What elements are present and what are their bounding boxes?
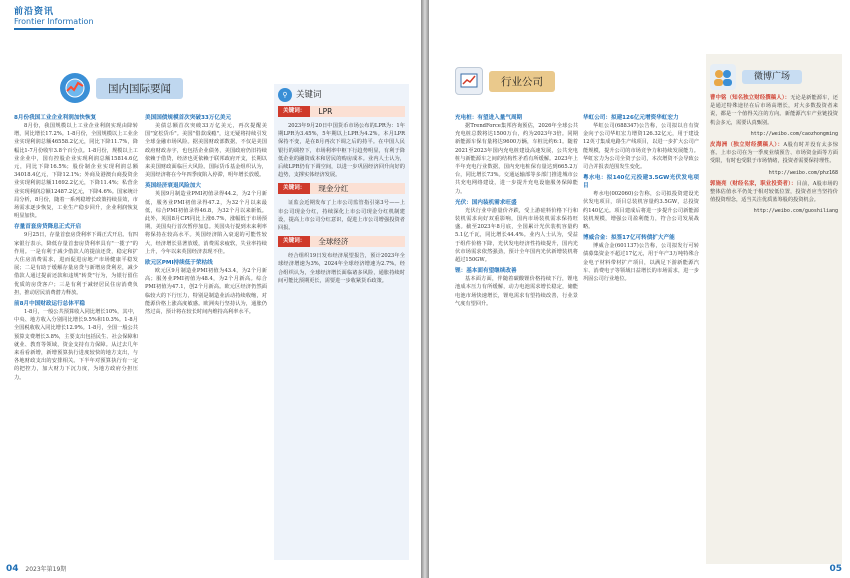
keyword-block-1	[278, 106, 405, 179]
section-banner-industry	[455, 70, 555, 92]
article-12	[583, 234, 699, 283]
issue-label: 2023年第19期	[25, 566, 67, 573]
weibo-link[interactable]: http://weibo.com/phz168	[768, 169, 838, 176]
left-col-keywords	[274, 84, 409, 560]
article-heading: 美国国债规模首次突破33万亿美元	[145, 115, 232, 121]
article-heading: 英国经济衰退风险加大	[145, 183, 201, 190]
left-col-2	[145, 112, 267, 560]
weibo-body: 目前，A股市场的整体估值水平仍处于相对较低位置，投资者应当坚持价值投资理念，适当关注优质蓝筹股的投资机会。	[710, 180, 838, 204]
chart-globe-icon	[60, 73, 90, 103]
right-col-1	[455, 112, 578, 560]
article-body: 粤水电(002060)公告称，公司拟投资建设光伏发电项目，项目总装机容量约3.5GW，总投资约140亿元。项目建成后将进一步提升公司新能源装机规模，增强公司盈利能力，符合公司发展战略。	[583, 191, 699, 231]
right-col-weibo	[706, 54, 842, 564]
line-chart-icon	[455, 67, 483, 95]
left-col-1	[14, 112, 138, 560]
weibo-author: 皮海洲（独立财经撰稿人）：	[710, 142, 784, 149]
section-title-news: 国内国际要闻	[96, 78, 183, 99]
keyword-section-title: 关键词	[296, 89, 322, 100]
keyword-section-banner	[278, 88, 405, 102]
weibo-link[interactable]: http://weibo.com/guoshiliang	[753, 208, 838, 215]
keyword-block-3	[278, 236, 405, 285]
article-heading: 锂：基本面有望继续改善	[455, 268, 517, 275]
article-9	[455, 267, 578, 308]
article-heading: 存量首套房贷降息正式开启	[14, 224, 82, 231]
section-title-industry: 行业公司	[489, 71, 555, 92]
article-body: 基本面方面，伴随着碳酸锂价格持续下行，锂电池成本压力有所缓解，动力电池需求增长稳定，储能电池市场快速增长，锂电需求有望持续改善，行业景气度有望回升。	[455, 276, 578, 307]
right-col-2	[583, 112, 699, 560]
article-body: 据TrendForce集邦咨询预估，2026年全球公共充电桩总数将达1500万台，约为2023年3倍。同期新能源车保有量将达9600万辆，车桩比约6:1。随着2021至2023年国内充电桩建设高速发展，公共充电桩与新能源车之间的结构性矛盾有所缓解。2023年上半年充电行业数据，国内充电桩保有量达到665.2万台，同比增长73%。交通运输部等多部门推进城市公共充电网络建设，进一步提升充电设施服务保障能力。	[455, 123, 578, 195]
left-page	[0, 0, 421, 578]
article-11	[583, 174, 699, 231]
article-heading: 前8月中国财政运行总体平稳	[14, 301, 86, 308]
page-number: 04	[6, 564, 19, 574]
keyword-block-2	[278, 183, 405, 232]
keyword-body: 证监会近期发布了上市公司监管指引第3号——上市公司现金分红，持续深化上市公司现金分红机制建设，提高上市公司分红意识，促进上市公司增强投资者回报。	[278, 200, 405, 232]
page-header	[14, 4, 94, 26]
article-1	[14, 114, 138, 220]
page-gutter	[421, 0, 429, 578]
keyword-value: 现金分红	[310, 183, 405, 194]
weibo-post-3	[710, 180, 838, 216]
header-cn: 前沿资讯	[14, 7, 55, 17]
article-6	[145, 259, 267, 316]
keyword-value: LPR	[310, 106, 405, 117]
keyword-label: 关键词：	[278, 106, 310, 117]
article-body: 9月25日，存量首套房贷利率下调正式开启。有四家银行表示，降低存量首套房贷利率具有"一揽子"的作用。一是有利于减少借款人的提前还贷，稳定和扩大住房消费需求，进而促进房地产市场健康平稳发展；二是有助于缓解存量房贷与新增房贷利差，减少借款人通过提前还款和违规"转贷"行为，为银行留住优质的房贷客户；三是有利于减轻居民住房消费负担，推动居民消费潜力释放。	[14, 232, 138, 296]
article-body: 1-8月，一般公共预算收入同比增长10%，其中，中央、地方收入分别同比增长9.5%和10.3%。1-8月全国税收收入同比增长12.9%。1-8月，全国一般公共预算支费增长3.8%，主要支出包括民生、社会保障和就业、教育等领域，资金支持有力保障。从过去几年来看看新增，新增预算执行进度较快的地方支出，与各地财政支出的安排相关。下半年对预算执行有一定的把控力，加大财力下沉力度，为地方政府分担压力。	[14, 309, 138, 381]
article-heading: 华虹公司：拟建126亿元增资华虹宏力	[583, 115, 679, 121]
article-2	[14, 223, 138, 297]
weibo-author: 郭施亮（财经名家，职业投资者）：	[710, 180, 797, 187]
people-icon	[710, 64, 736, 90]
article-body: 光伏行业中游量价齐跌，受上游硅料价格下行和装机需求向好双重影响，国内市场装机需求保持旺盛。截至2023年8月底，全国累计光伏装机容量约5.1亿千瓦，同比增长44.4%。业内人士认为，受益于组件价格下降，光伏发电经济性持续提升，国内光伏市场需求依然强劲，预计全年国内光伏新增装机将超过150GW。	[455, 207, 578, 264]
keyword-bar	[278, 183, 405, 194]
weibo-body: 无论是新能源车，还是通过特殊途径在后市场高增长，对大多数投资者来说，都是一个值得关注的方向。新能源汽车产业链投资机会多元，需要认真甄别。	[710, 95, 838, 126]
keyword-label: 关键词：	[278, 236, 310, 247]
article-heading: 博威合金：拟签17亿可转债扩大产能	[583, 235, 675, 242]
article-4	[145, 114, 267, 179]
weibo-author: 曹中铭（知名独立财经撰稿人）：	[710, 95, 791, 101]
article-body: 华虹公司(688347)公告称，公司拟以自有资金向子公司华虹宏力增资126.32亿元，用于建设12英寸集成电路生产线项目，以进一步扩大公司产能规模，提升公司的市场竞争力和持续发展能力。华虹宏力为公司全资子公司，本次增资不会导致公司合并报表范围发生变化。	[583, 123, 699, 171]
article-body: 欧元区9月制造业PMI初值为43.4，为2个月新高；服务业PMI初值为48.4，为2个月新高。综合PMI初值为47.1，创2个月新高。欧元区经济仍然面临较大的下行压力，特别是制造业活动持续收缩，对能源价格上涨高度敏感。欧洲央行坚持认为，通胀仍然过高，预计将在较长时间内维持高利率水平。	[145, 268, 267, 316]
article-3	[14, 300, 138, 382]
article-heading: 粤水电：拟140亿元投建3.5GW光伏发电项目	[583, 175, 699, 190]
keyword-bar	[278, 236, 405, 247]
keyword-label: 关键词：	[278, 183, 310, 194]
header-rule	[14, 28, 74, 30]
weibo-link[interactable]: http://weibo.com/caozhongming	[750, 130, 838, 137]
weibo-post-1	[710, 94, 838, 138]
keyword-body: 经合组织19日发布经济展望报告，预计2023年全球经济增速为3%，2024年全球经济增速为2.7%。经合组织认为，全球经济增长面临诸多风险，通胀持续时间可能比预期更长，需要进一步收紧货币政策。	[278, 253, 405, 284]
header-en: Frontier Information	[14, 17, 94, 26]
article-body: 英国9月制造业PMI初值录得44.2，为2个月新低，服务业PMI初值录得47.2，为32个月以来最低，综合PMI初值录得46.8，为32个月以来新低。此外，英国8月CPI同比上涨6.7%，涨幅低于市场预期，美国央行首次暂停加息。英国央行提到未来利率将保持在较高水平。英国经济陷入衰退的可能性较大，经济增长显著放缓，消费需求疲软，失业率持续上升，今年以来英国经济表现不佳。	[145, 191, 267, 255]
keyword-bar	[278, 106, 405, 117]
article-body: 8月份，我国规模以上工业企业利润实现由降转增，同比增长17.2%。1-8月份，全国规模以上工业企业实现利润总额46558.2亿元，同比下降11.7%，降幅比1-7月份收窄3.8个百分点。1-8月份，规模以上工业企业中，国有控股企业实现利润总额15814.6亿元，同比下降16.5%；股份制企业实现利润总额34018.4亿元，下降12.1%；外商及港澳台商投资企业实现利润总额11692.2亿元，下降11.4%；私营企业实现利润总额12487.2亿元，下降4.6%。国家统计局分析，8月份，随着一系列稳增长政策持续显效，市场需求逐步恢复，工业生产稳步回升，企业利润恢复明显加快。	[14, 123, 138, 220]
article-8	[455, 199, 578, 264]
article-body: 美债总额首次突破33万亿美元，再次提醒美国"宽松货币"。美国"借款成瘾"，这无疑将持续引发全球金融市场风险。据美国财政部数据，不仅是美国政府财政赤字，也包括企业债务，美国政府仍旧持续依赖于借贷，经济也更依赖于联邦政府开支，长期以来美国财政面临巨大风险。国际货币基金组织认为，美国经济将在今年四季度陷入停滞，明年增长放缓。	[145, 123, 267, 179]
article-heading: 8月份我国工业企业利润加快恢复	[14, 115, 97, 121]
magnifier-icon: ⚲	[278, 88, 292, 102]
page-number-right: 05	[829, 564, 842, 574]
article-heading: 充电桩：有望进入量气周期	[455, 115, 523, 121]
article-10	[583, 114, 699, 171]
weibo-banner	[710, 60, 838, 94]
weibo-section-title: 微博广场	[742, 70, 802, 84]
section-banner-news	[60, 77, 183, 99]
article-7	[455, 114, 578, 196]
weibo-body: A股有时并没有太多惊喜。上市公司在为一季度业绩预告、市场资金面等方面受限，有时也受限于市场情绪，投资者需要保持理性。	[710, 142, 838, 165]
article-5	[145, 182, 267, 256]
article-body: 博威合金(601137)公告称，公司拟发行可转债募集资金不超过17亿元，用于年产3万吨特殊合金电子材料带材扩产项目，以满足下游新能源汽车、消费电子等领域日益增长的市场需求，进一步巩固公司行业地位。	[583, 243, 699, 283]
keyword-body: 2023年9月20日中国货币市场公布的LPR为：1年期LPR为3.45%，5年期以上LPR为4.2%。本月LPR保持不变，是在8月再次下调之后的持平。在中国人民银行的调控下，市场利率中枢下行趋势明显，有利于降低企业的融资成本和居民的购房成本。业内人士认为，后续LPR仍有下调空间，以进一步巩固经济回升向好的趋势，支撑实体经济发展。	[278, 123, 405, 179]
article-heading: 光伏：国内装机需求旺盛	[455, 199, 517, 206]
weibo-post-2	[710, 141, 838, 177]
article-heading: 欧元区PMI持续低于荣枯线	[145, 260, 213, 267]
footer-left	[6, 564, 66, 574]
keyword-value: 全球经济	[310, 236, 405, 247]
right-page	[429, 0, 850, 578]
